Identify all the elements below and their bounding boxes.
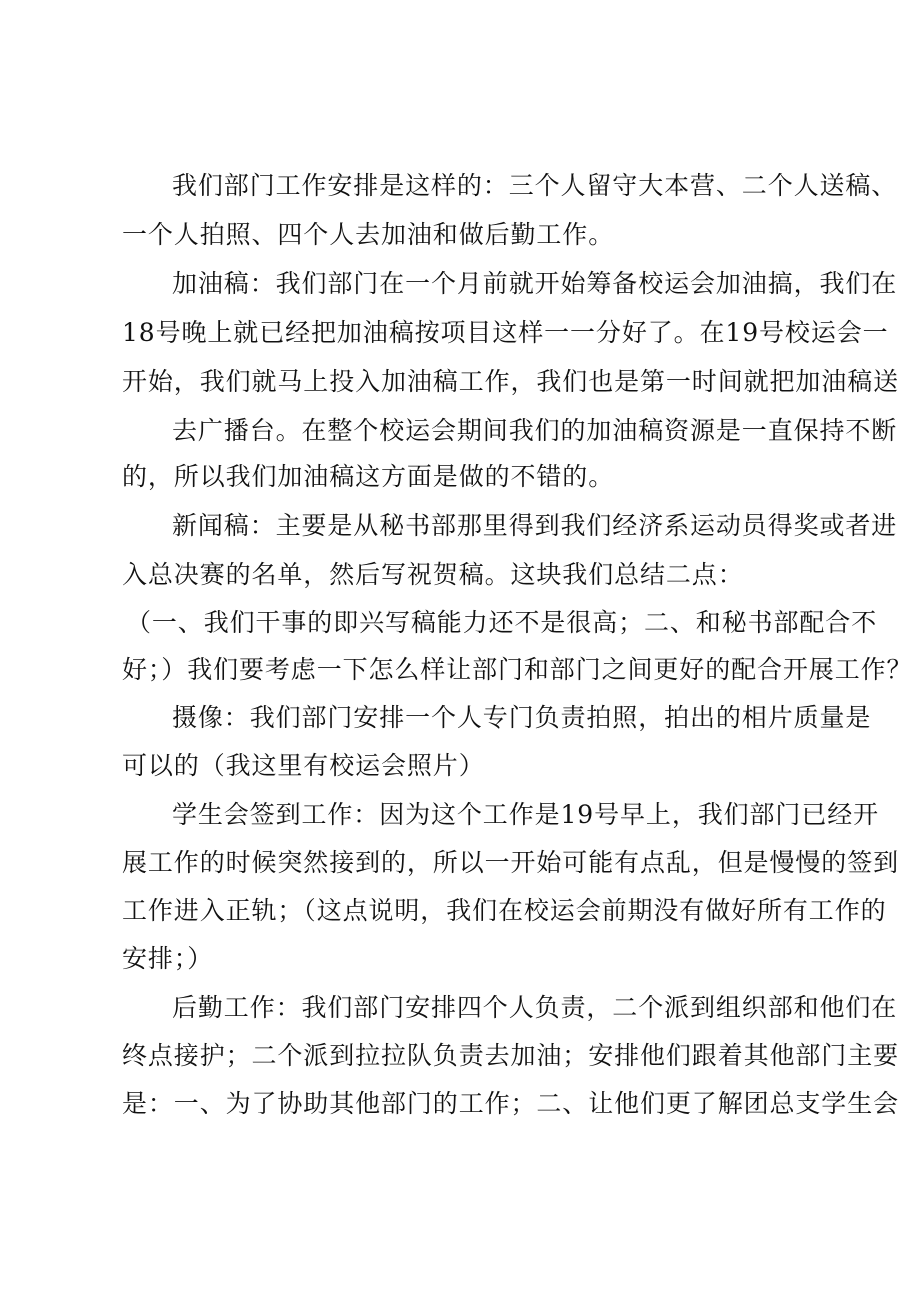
text-line: 开始，我们就马上投入加油稿工作，我们也是第一时间就把加油稿送 [122,367,900,396]
text-line: 展工作的时候突然接到的，所以一开始可能有点乱，但是慢慢的签到 [122,848,900,877]
text-line: 我们部门工作安排是这样的：三个人留守大本营、二个人送稿、 [172,171,898,200]
text-line: 终点接护；二个派到拉拉队负责去加油；安排他们跟着其他部门主要 [122,1041,900,1070]
text-line: 工作进入正轨；（这点说明，我们在校运会前期没有做好所有工作的 [122,896,887,925]
text-line: 学生会签到工作：因为这个工作是19号早上，我们部门已经开 [172,800,880,829]
text-line: 18号晚上就已经把加油稿按项目这样一一分好了。在19号校运会一 [122,318,889,347]
text-line: 一个人拍照、四个人去加油和做后勤工作。 [122,220,615,249]
text-line: 加油稿：我们部门在一个月前就开始筹备校运会加油搞，我们在 [172,269,898,298]
text-line: 后勤工作：我们部门安排四个人负责，二个派到组织部和他们在 [172,993,898,1022]
text-line: 安排；） [122,944,214,973]
text-line: 摄像：我们部门安排一个人专门负责拍照，拍出的相片质量是 [172,703,872,732]
text-line: 好；）我们要考虑一下怎么样让部门和部门之间更好的配合开展工作？ [122,655,913,684]
text-line: 可以的（我这里有校运会照片） [122,751,485,780]
text-line: 是：一、为了协助其他部门的工作；二、让他们更了解团总支学生会 [122,1089,900,1118]
text-line: （一、我们干事的即兴写稿能力还不是很高；二、和秘书部配合不 [126,608,878,637]
text-line: 新闻稿：主要是从秘书部那里得到我们经济系运动员得奖或者进 [172,511,898,540]
text-line: 入总决赛的名单，然后写祝贺稿。这块我们总结二点： [122,560,744,589]
text-line: 的，所以我们加油稿这方面是做的不错的。 [122,462,615,491]
text-line: 去广播台。在整个校运会期间我们的加油稿资源是一直保持不断 [172,416,898,445]
